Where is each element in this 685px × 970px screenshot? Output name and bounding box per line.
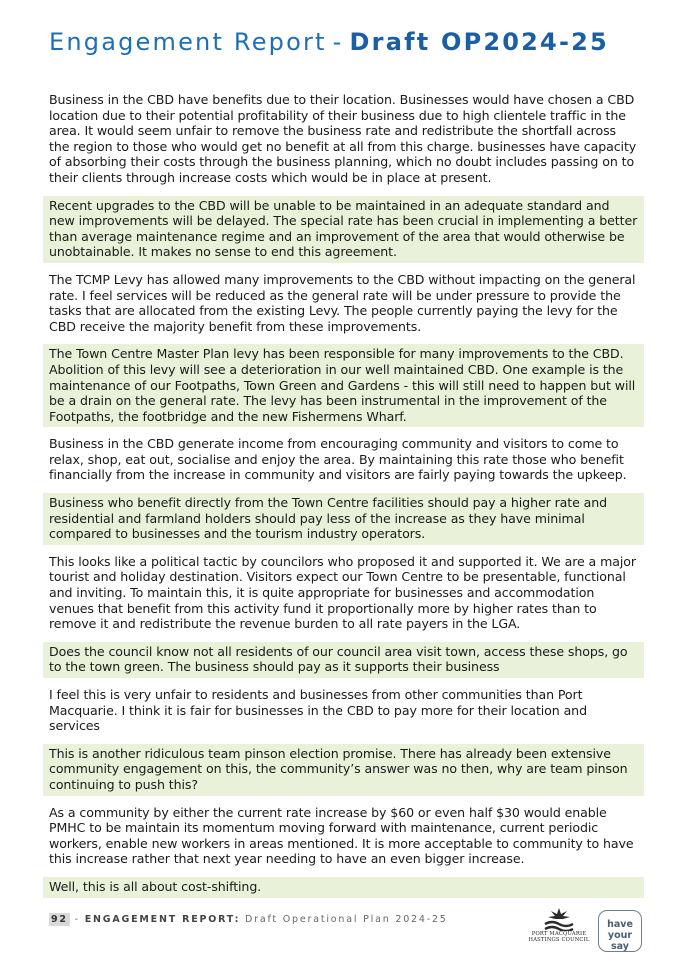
- council-name-line-2: HASTINGS COUNCIL: [528, 937, 590, 943]
- page-title: [49, 28, 609, 56]
- response-item: Business in the CBD have benefits due to their location. Businesses would have chosen a CBD location due to their potential profitability of their business due to high clientele traffic in the area. It would seem unfair to remove the business rate and redistribute the shortfall across the region to those who would get no benefit at all from this charge. businesses have capacity of absorbing their costs through the business planning, which no doubt includes passing on to their clients through increase costs which would be in place at present.: [49, 92, 637, 185]
- response-item: Well, this is all about cost-shifting.: [43, 877, 644, 898]
- council-emblem-icon: [539, 905, 579, 931]
- response-item: This is another ridiculous team pinson election promise. There has already been extensive community engagement on this, the community’s answer was no then, why are team pinson continuing to push this?: [43, 744, 644, 796]
- response-item: Does the council know not all residents of our council area visit town, access these shops, go to the town green. The business should pay as it supports their business: [43, 642, 644, 678]
- footer-label: ENGAGEMENT REPORT:: [84, 914, 241, 925]
- response-item: I feel this is very unfair to residents and businesses from other communities than Port Macquarie. I think it is fair for businesses in the CBD to pay more for their location and services: [49, 687, 587, 734]
- council-logo: [528, 905, 590, 961]
- response-list: [43, 90, 644, 905]
- response-item: This looks like a political tactic by councilors who proposed it and supported it. We are a major tourist and holiday destination. Visitors expect our Town Centre to be presentable, functional and inviting. To maintain this, it is quite appropriate for businesses and accommodation venues that benefit from this activity fund it proportionally more by higher rates than to remove it and redistribute the revenue burden to all rate payers in the LGA.: [49, 553, 636, 632]
- council-name-line-1: PORT MACQUARIE: [531, 931, 587, 937]
- response-item: The TCMP Levy has allowed many improvements to the CBD without impacting on the general rate. I feel services will be reduced as the general rate will be under pressure to provide the tasks that are allocated from the existing Levy. The people currently paying the levy for the CBD receive the majority benefit from these improvements.: [49, 271, 636, 334]
- page-number: 92: [51, 914, 68, 925]
- response-item: Recent upgrades to the CBD will be unable to be maintained in an adequate standard and new improvements will be delayed. The special rate has been crucial in implementing a better than average maintenance regime and an improvement of the area that would otherwise be unobtainable. It makes no sense to end this agreement.: [43, 196, 644, 263]
- response-item: The Town Centre Master Plan levy has been responsible for many improvements to the CBD. Abolition of this levy will see a deterioration in our well maintained CBD. One example is the maintenance of our Footpaths, Town Green and Gardens - this will still need to happen but will be a drain on the general rate. The levy has been instrumental in the improvement of the Footpaths, the footbridge and the new Fishermens Wharf.: [43, 344, 644, 427]
- have-your-say-line-2: your say: [607, 930, 633, 952]
- title-separator: -: [332, 28, 344, 56]
- footer-doc-title: Draft Operational Plan 2024-25: [245, 914, 448, 925]
- title-draft: Draft OP2024-25: [349, 28, 609, 56]
- title-prefix: Engagement Report: [49, 28, 327, 56]
- response-item: Business who benefit directly from the Town Centre facilities should pay a higher rate and residential and farmland holders should pay less of the increase as they have minimal compared to businesses and the tourism industry operators.: [43, 493, 644, 545]
- page-footer: [49, 914, 448, 925]
- have-your-say-line-1: have: [607, 919, 633, 930]
- have-your-say-logo: [598, 910, 642, 952]
- response-item: Business in the CBD generate income from encouraging community and visitors to come to relax, shop, eat out, socialise and enjoy the area. By maintaining this rate those who benefit financially from the increase in community and visitors are fairly paying towards the upkeep.: [49, 436, 627, 483]
- response-item: As a community by either the current rate increase by $60 or even half $30 would enable PMHC to be maintain its momentum moving forward with maintenance, current periodic workers, enable new workers in areas mentioned. It is more acceptable to community to have this increase rather that next year needing to have an even bigger increase.: [49, 804, 634, 867]
- footer-dash: -: [74, 914, 80, 925]
